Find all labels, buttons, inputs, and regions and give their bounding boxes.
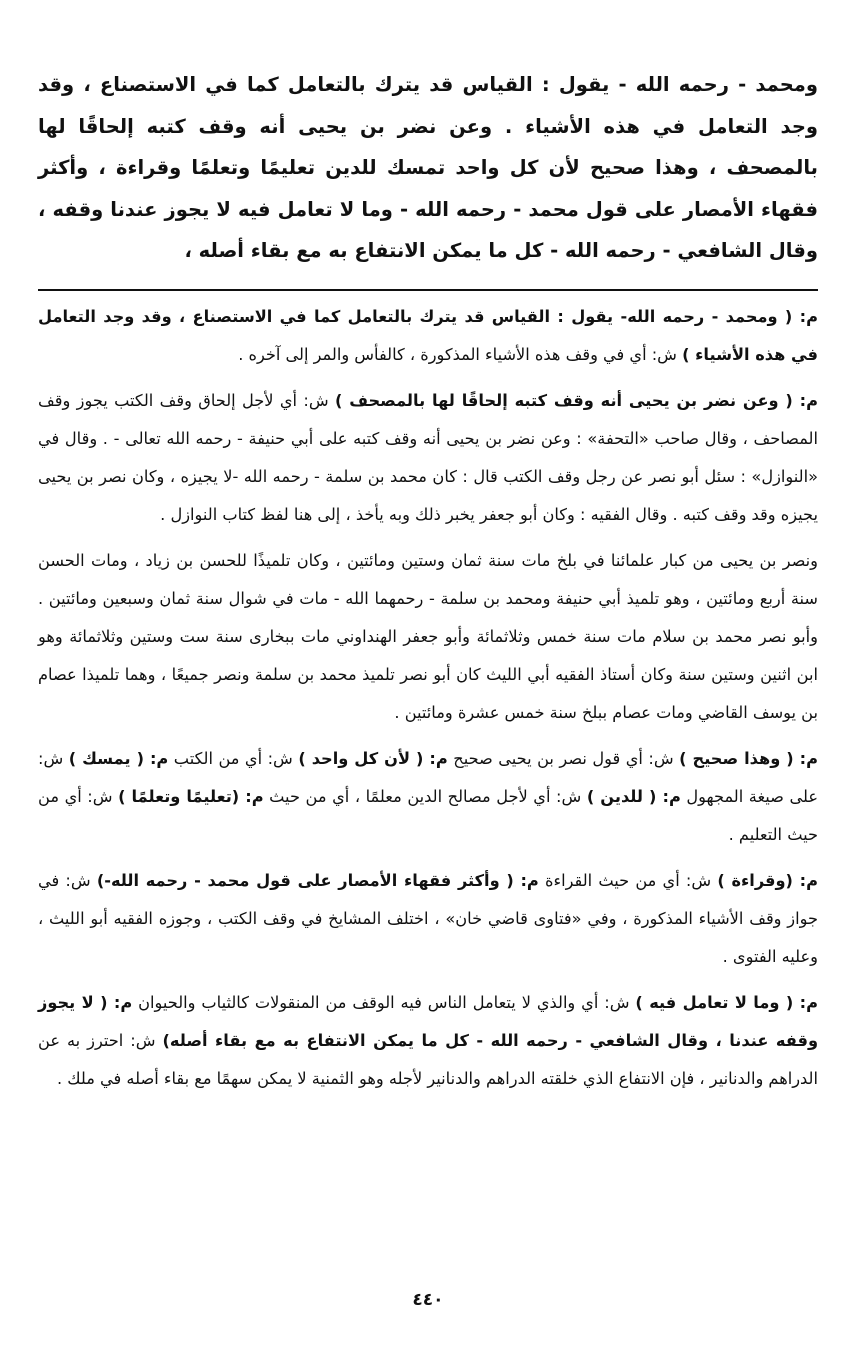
matn-quote: م: (تعليمًا وتعلمًا ) <box>118 787 264 806</box>
commentary-paragraph <box>38 298 818 374</box>
commentary-paragraph <box>38 542 818 732</box>
commentary-paragraph <box>38 382 818 534</box>
matn-quote: م: ( لأن كل واحد ) <box>298 749 448 768</box>
sharh-text: ش: أي من حيث التعليم . <box>38 787 818 844</box>
sharh-text: ش: على صيغة المجهول <box>38 749 819 806</box>
commentary-paragraph <box>38 740 818 854</box>
sharh-text: ش: في جواز وقف الأشياء المذكورة ، وفي «فتاوى قاضي خان» ، اختلف المشايخ في وقف الكتب ، وجوزه الفقيه أبو الليث ، وعليه الفتوى . <box>38 871 818 966</box>
matn-quote: م: ( يمسك ) <box>68 749 169 768</box>
sharh-text: ش: أي لأجل مصالح الدين معلمًا ، أي من حيث <box>263 787 587 806</box>
matn-quote: م: ( وهذا صحيح ) <box>679 749 818 768</box>
sharh-text: ش: أي في وقف هذه الأشياء المذكورة ، كالفأس والمر إلى آخره . <box>238 345 683 364</box>
sharh-text: ش: أي لأجل إلحاق وقف الكتب يجوز وقف المصاحف ، وقال صاحب «التحفة» : وعن نضر بن يحيى أنه وقف كتبه على أبي حنيفة - رحمه الله تعالى - . وقال في «النوازل» : سئل أبو نصر عن رجل وقف الكتب قال : كان محمد بن سلمة - رحمه الله -لا يجيزه ، وكان نصر بن يحيى يجيزه وقد وقف كتبه . وقال الفقيه : وكان أبو جعفر يخبر ذلك وبه يأخذ ، إلى هنا لفظ كتاب النوازل . <box>38 391 818 524</box>
matn-quote: م: ( لا يجوز وقفه عندنا ، وقال الشافعي - رحمه الله - كل ما يمكن الانتفاع به مع بقاء أصله) <box>38 993 818 1050</box>
sharh-text: ش: أي من حيث القراءة <box>538 871 718 890</box>
matn-quote: م: ( وعن نضر بن يحيى أنه وقف كتبه إلحاقًا لها بالمصحف ) <box>334 391 819 410</box>
sharh-text: ش: أي من الكتب <box>168 749 299 768</box>
matn-quote: م: ( للدين ) <box>586 787 681 806</box>
commentary-section <box>38 298 818 1106</box>
matn-quote: م: ( ومحمد - رحمه الله- يقول : القياس قد يترك بالتعامل كما في الاستصناع ، وقد وجد التعامل في هذه الأشياء ) <box>38 307 818 364</box>
sharh-text: ونصر بن يحيى من كبار علمائنا في بلخ مات سنة ثمان وستين ومائتين ، وكان تلميذًا للحسن بن زياد ، ومات الحسن سنة أربع ومائتين ، وهو تلميذ أبي حنيفة ومحمد بن سلمة - رحمهما الله - مات في شوال سنة ثمان وسبعين ومائتين . وأبو نصر محمد بن سلام مات سنة خمس وثلاثمائة وأبو جعفر الهنداوني مات ببخارى سنة ست وستين وثلاثمائة وهو ابن اثنين وستين سنة وكان أستاذ الفقيه أبي الليث كان أبو نصر تلميذ محمد بن سلمة ونصر جميعًا ، وهما تلميذا عصام بن يوسف القاضي ومات عصام ببلخ سنة خمس عشرة ومائتين . <box>38 551 818 722</box>
footnote-divider <box>38 289 818 291</box>
matn-quote: م: ( وما لا تعامل فيه ) <box>635 993 818 1012</box>
main-text: ومحمد - رحمه الله - يقول : القياس قد يترك بالتعامل كما في الاستصناع ، وقد وجد التعامل في هذه الأشياء . وعن نضر بن يحيى أنه وقف كتبه إلحاقًا لها بالمصحف ، وهذا صحيح لأن كل واحد تمسك للدين تعليمًا وتعلمًا وقراءة ، وأكثر فقهاء الأمصار على قول محمد - رحمه الله - وما لا تعامل فيه لا يجوز عندنا وقفه ، وقال الشافعي - رحمه الله - كل ما يمكن الانتفاع به مع بقاء أصله ، <box>38 73 818 262</box>
sharh-text: ش: أي قول نصر بن يحيى صحيح <box>447 749 680 768</box>
sharh-text: ش: أي والذي لا يتعامل الناس فيه الوقف من المنقولات كالثياب والحيوان <box>132 993 636 1012</box>
page-number: ٤٤٠ <box>412 1290 444 1310</box>
commentary-paragraph <box>38 984 818 1098</box>
commentary-paragraph <box>38 862 818 976</box>
sharh-text: ش: احترز به عن الدراهم والدنانير ، فإن الانتفاع الذي خلقته الدراهم والدنانير لأجله وهو الثمنية لا يمكن سهمًا مع بقاء أصله في ملك . <box>38 1031 818 1088</box>
matn-quote: م: ( وأكثر فقهاء الأمصار على قول محمد - رحمه الله-) <box>96 871 539 890</box>
matn-quote: م: (وقراءة ) <box>717 871 818 890</box>
